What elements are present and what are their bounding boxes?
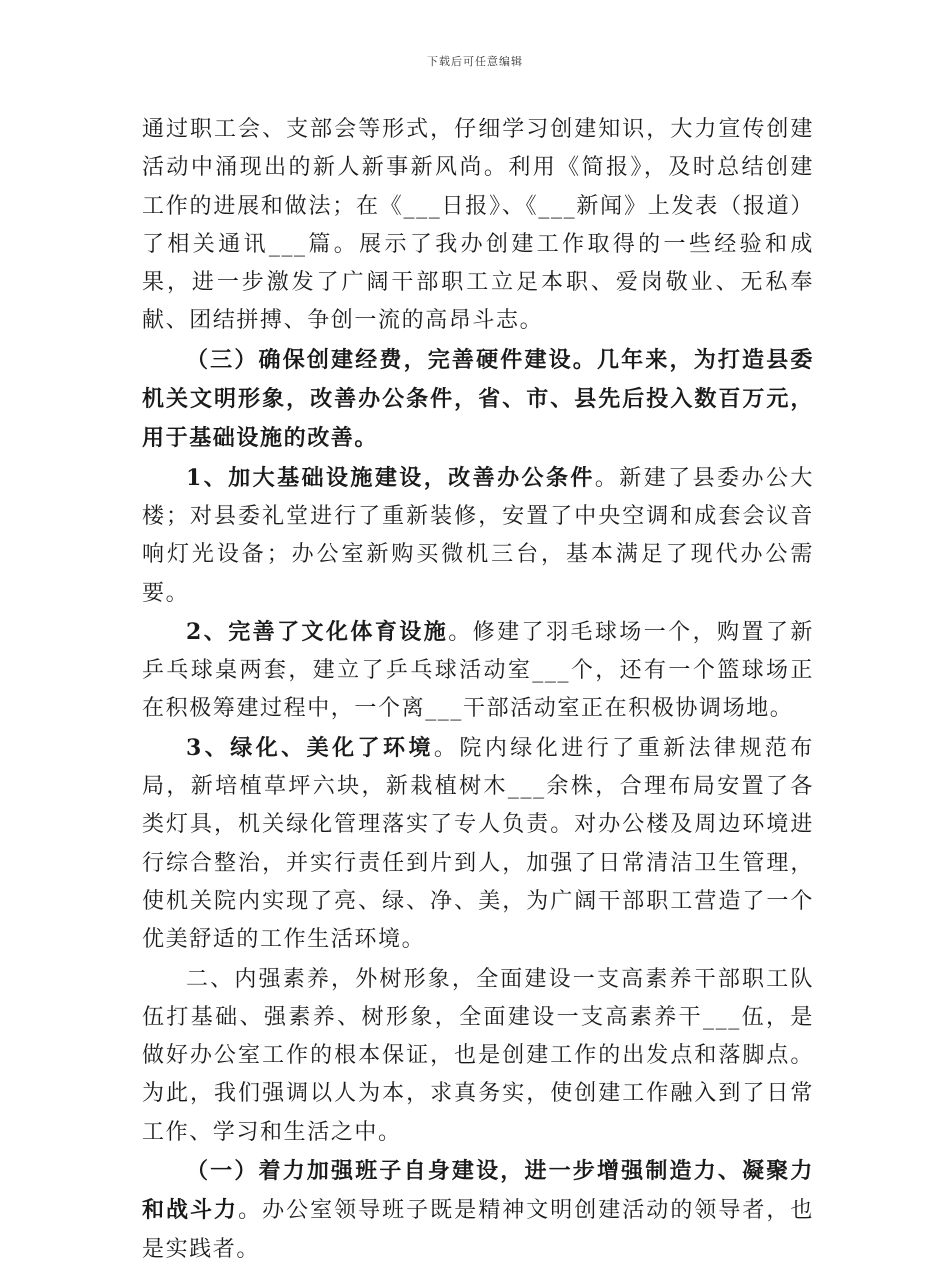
paragraph-2-lead: （三）确保创建经费，完善硬件建设。几年来，为打造县委机关文明形象，改善办公条件，省、市、县先后投入数百万元，用于基础设施的改善。: [142, 346, 814, 452]
paragraph-3-body: 。新建了县委办公大楼；对县委礼堂进行了重新装修，安置了中央空调和成套会议音响灯光设备；办公室新购买微机三台，基本满足了现代办公需要。: [142, 465, 814, 606]
paragraph-1: [142, 110, 814, 341]
paragraph-7: [142, 1152, 814, 1269]
paragraph-6-body: 二、内强素养，外树形象，全面建设一支高素养干部职工队伍打基础、强素养、树形象，全面建设一支高素养干___伍，是做好办公室工作的根本保证，也是创建工作的出发点和落脚点。为此，我们强调以人为本，求真务实，使创建工作融入到了日常工作、学习和生活之中。: [142, 966, 814, 1145]
paragraph-2: [142, 341, 814, 459]
paragraph-3: [142, 459, 814, 613]
paragraph-7-body: 。办公室领导班子既是精神文明创建活动的领导者，也是实践者。: [142, 1198, 814, 1262]
paragraph-4: [142, 613, 814, 729]
paragraph-3-lead: 1、加大基础设施建设，改善办公条件: [186, 464, 595, 491]
paragraph-5: [142, 729, 814, 960]
paragraph-4-lead: 2、完善了文化体育设施: [186, 618, 449, 645]
paragraph-6: [142, 960, 814, 1152]
paragraph-5-lead: 3、绿化、美化了环境: [186, 734, 434, 761]
paragraph-4-body: 。修建了羽毛球场一个，购置了新乒乓球桌两套，建立了乒乓球活动室___个，还有一个篮球场正在积极筹建过程中，一个离___干部活动室正在积极协调场地。: [142, 619, 814, 722]
paragraph-1-body: 通过职工会、支部会等形式，仔细学习创建知识，大力宣传创建活动中涌现出的新人新事新风尚。利用《简报》，及时总结创建工作的进展和做法；在《___日报》、《___新闻》上发表（报道）了相关通讯___篇。展示了我办创建工作取得的一些经验和成果，进一步激发了广阔干部职工立足本职、爱岗敬业、无私奉献、团结拼搏、争创一流的高昂斗志。: [142, 117, 814, 334]
paragraph-7-lead: （一）着力加强班子自身建设，进一步增强制造力、凝聚力和战斗力: [142, 1158, 814, 1224]
page-header: 下载后可任意编辑: [427, 55, 523, 68]
document-body: [142, 110, 814, 1269]
paragraph-5-body: 。院内绿化进行了重新法律规范布局，新培植草坪六块，新栽植树木___余株，合理布局安置了各类灯具，机关绿化管理落实了专人负责。对办公楼及周边环境进行综合整治，并实行责任到片到人，加强了日常清洁卫生管理，使机关院内实现了亮、绿、净、美，为广阔干部职工营造了一个优美舒适的工作生活环境。: [142, 735, 814, 953]
